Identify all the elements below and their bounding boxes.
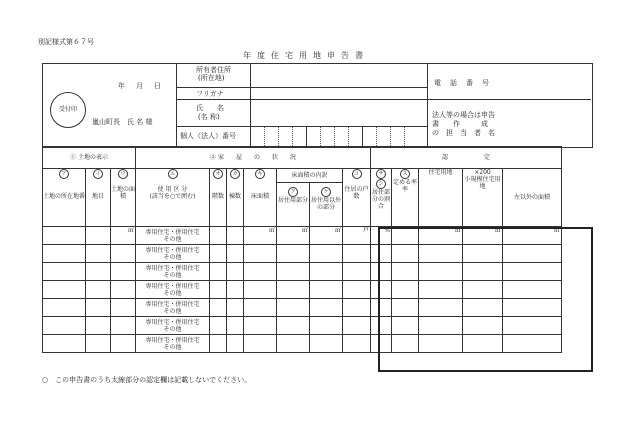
- col-times-200: ×200: [474, 169, 491, 176]
- col-floors: 階数: [211, 193, 224, 200]
- col-residential-part: 居住用部分: [277, 197, 308, 204]
- mark-a: ア: [59, 169, 69, 179]
- col-rate-label: 定める率: [392, 179, 417, 186]
- page-title: 年度住宅用地申告書: [243, 51, 369, 60]
- table-row: 専用住宅・併用住宅 その他: [43, 263, 562, 281]
- col-floor-breakdown: 床面積の内訳: [277, 169, 342, 183]
- col-use-class: 使 用 区 分: [157, 186, 188, 193]
- form-number: 別記様式第６７号: [38, 38, 94, 46]
- preparer-label-1: 法人等の場合は申告: [432, 111, 495, 119]
- col-land-category: 地目: [91, 193, 104, 200]
- table-row: 専用住宅・併用住宅 その他: [43, 299, 562, 317]
- main-table: ① 土地の表示 ② 家 屋 の 状 況 認 定 ア 土地の所在地番 イ 地目 ウ 土地の面積 エ 使 用 区 分 (該当を○で囲む) オ 階数 カ 棟数 キ 床面積 床面積の内訳 ク 居住用部分 ケ 居住用以外の部分 コ 住居の戸数 サ シ 居住部分の割合 ス 定める率 率 住宅用地 ×200 小規模住宅用地 左以外の面積 ㎡ 専用住宅・併用住宅 その他 ㎡ ㎡ ㎡ 戸 % ㎡ ㎡ ㎡ 専用住宅・併用住宅 その他 専用住宅・併用住宅 その他 専用住宅・併用住宅 その他 専用住宅・併用住宅 その他 専用住宅・併用住宅 その他 専用住宅・併用住宅 その他: [42, 146, 562, 353]
- table-row: 専用住宅・併用住宅 その他: [43, 245, 562, 263]
- name-label: 氏 名: [196, 104, 224, 112]
- table-row: 専用住宅・併用住宅 その他: [43, 281, 562, 299]
- preparer-label-2: 書 作 成: [432, 120, 488, 128]
- section-approval: 認 定: [371, 147, 562, 169]
- owner-address-label: 所有者住所: [196, 66, 231, 74]
- col-land-area: 土地の面積: [111, 186, 136, 200]
- col-floor-area: 床面積: [250, 193, 269, 200]
- table-row: 専用住宅・併用住宅 その他: [43, 335, 562, 353]
- col-non-residential-part: 居住用以外の部分: [310, 197, 341, 211]
- header-box: [42, 63, 593, 148]
- id-number-label: 個人（法人）番号: [180, 132, 236, 140]
- section-land: ① 土地の表示: [43, 147, 136, 169]
- col-residential-ratio: 居住部分の割合: [371, 189, 390, 210]
- table-row: ㎡ 専用住宅・併用住宅 その他 ㎡ ㎡ ㎡ 戸 % ㎡ ㎡ ㎡: [43, 227, 562, 245]
- reception-stamp: 受付印: [50, 92, 86, 128]
- col-small-scale: 小規模住宅用地: [464, 176, 501, 190]
- col-units: 棟数: [228, 193, 241, 200]
- col-housing-land: 住宅用地: [428, 169, 453, 176]
- col-other-area: 左以外の面積: [513, 194, 550, 201]
- section-house: ② 家 屋 の 状 況: [136, 147, 371, 169]
- col-use-class-note: (該当を○で囲む): [149, 193, 196, 200]
- owner-address-sub: (所在地): [198, 74, 225, 82]
- table-row: 専用住宅・併用住宅 その他: [43, 317, 562, 335]
- furigana-label: フリガナ: [196, 90, 224, 98]
- footnote: ○ この申告書のうち太線部分の認定欄は記載しないでください。: [42, 376, 252, 384]
- addressee: 嵐山町長 氏 名 様: [92, 118, 153, 126]
- phone-label: 電 話 番 号: [434, 79, 490, 87]
- col-rate: 率: [401, 186, 408, 193]
- preparer-label-3: の 担 当 者 名: [432, 129, 495, 137]
- col-land-location: 土地の所在地番: [43, 193, 86, 200]
- date-label: 年 月 日: [118, 82, 163, 90]
- col-dwelling-count: 住居の戸数: [344, 186, 369, 200]
- name-sub: (名 称): [198, 113, 220, 121]
